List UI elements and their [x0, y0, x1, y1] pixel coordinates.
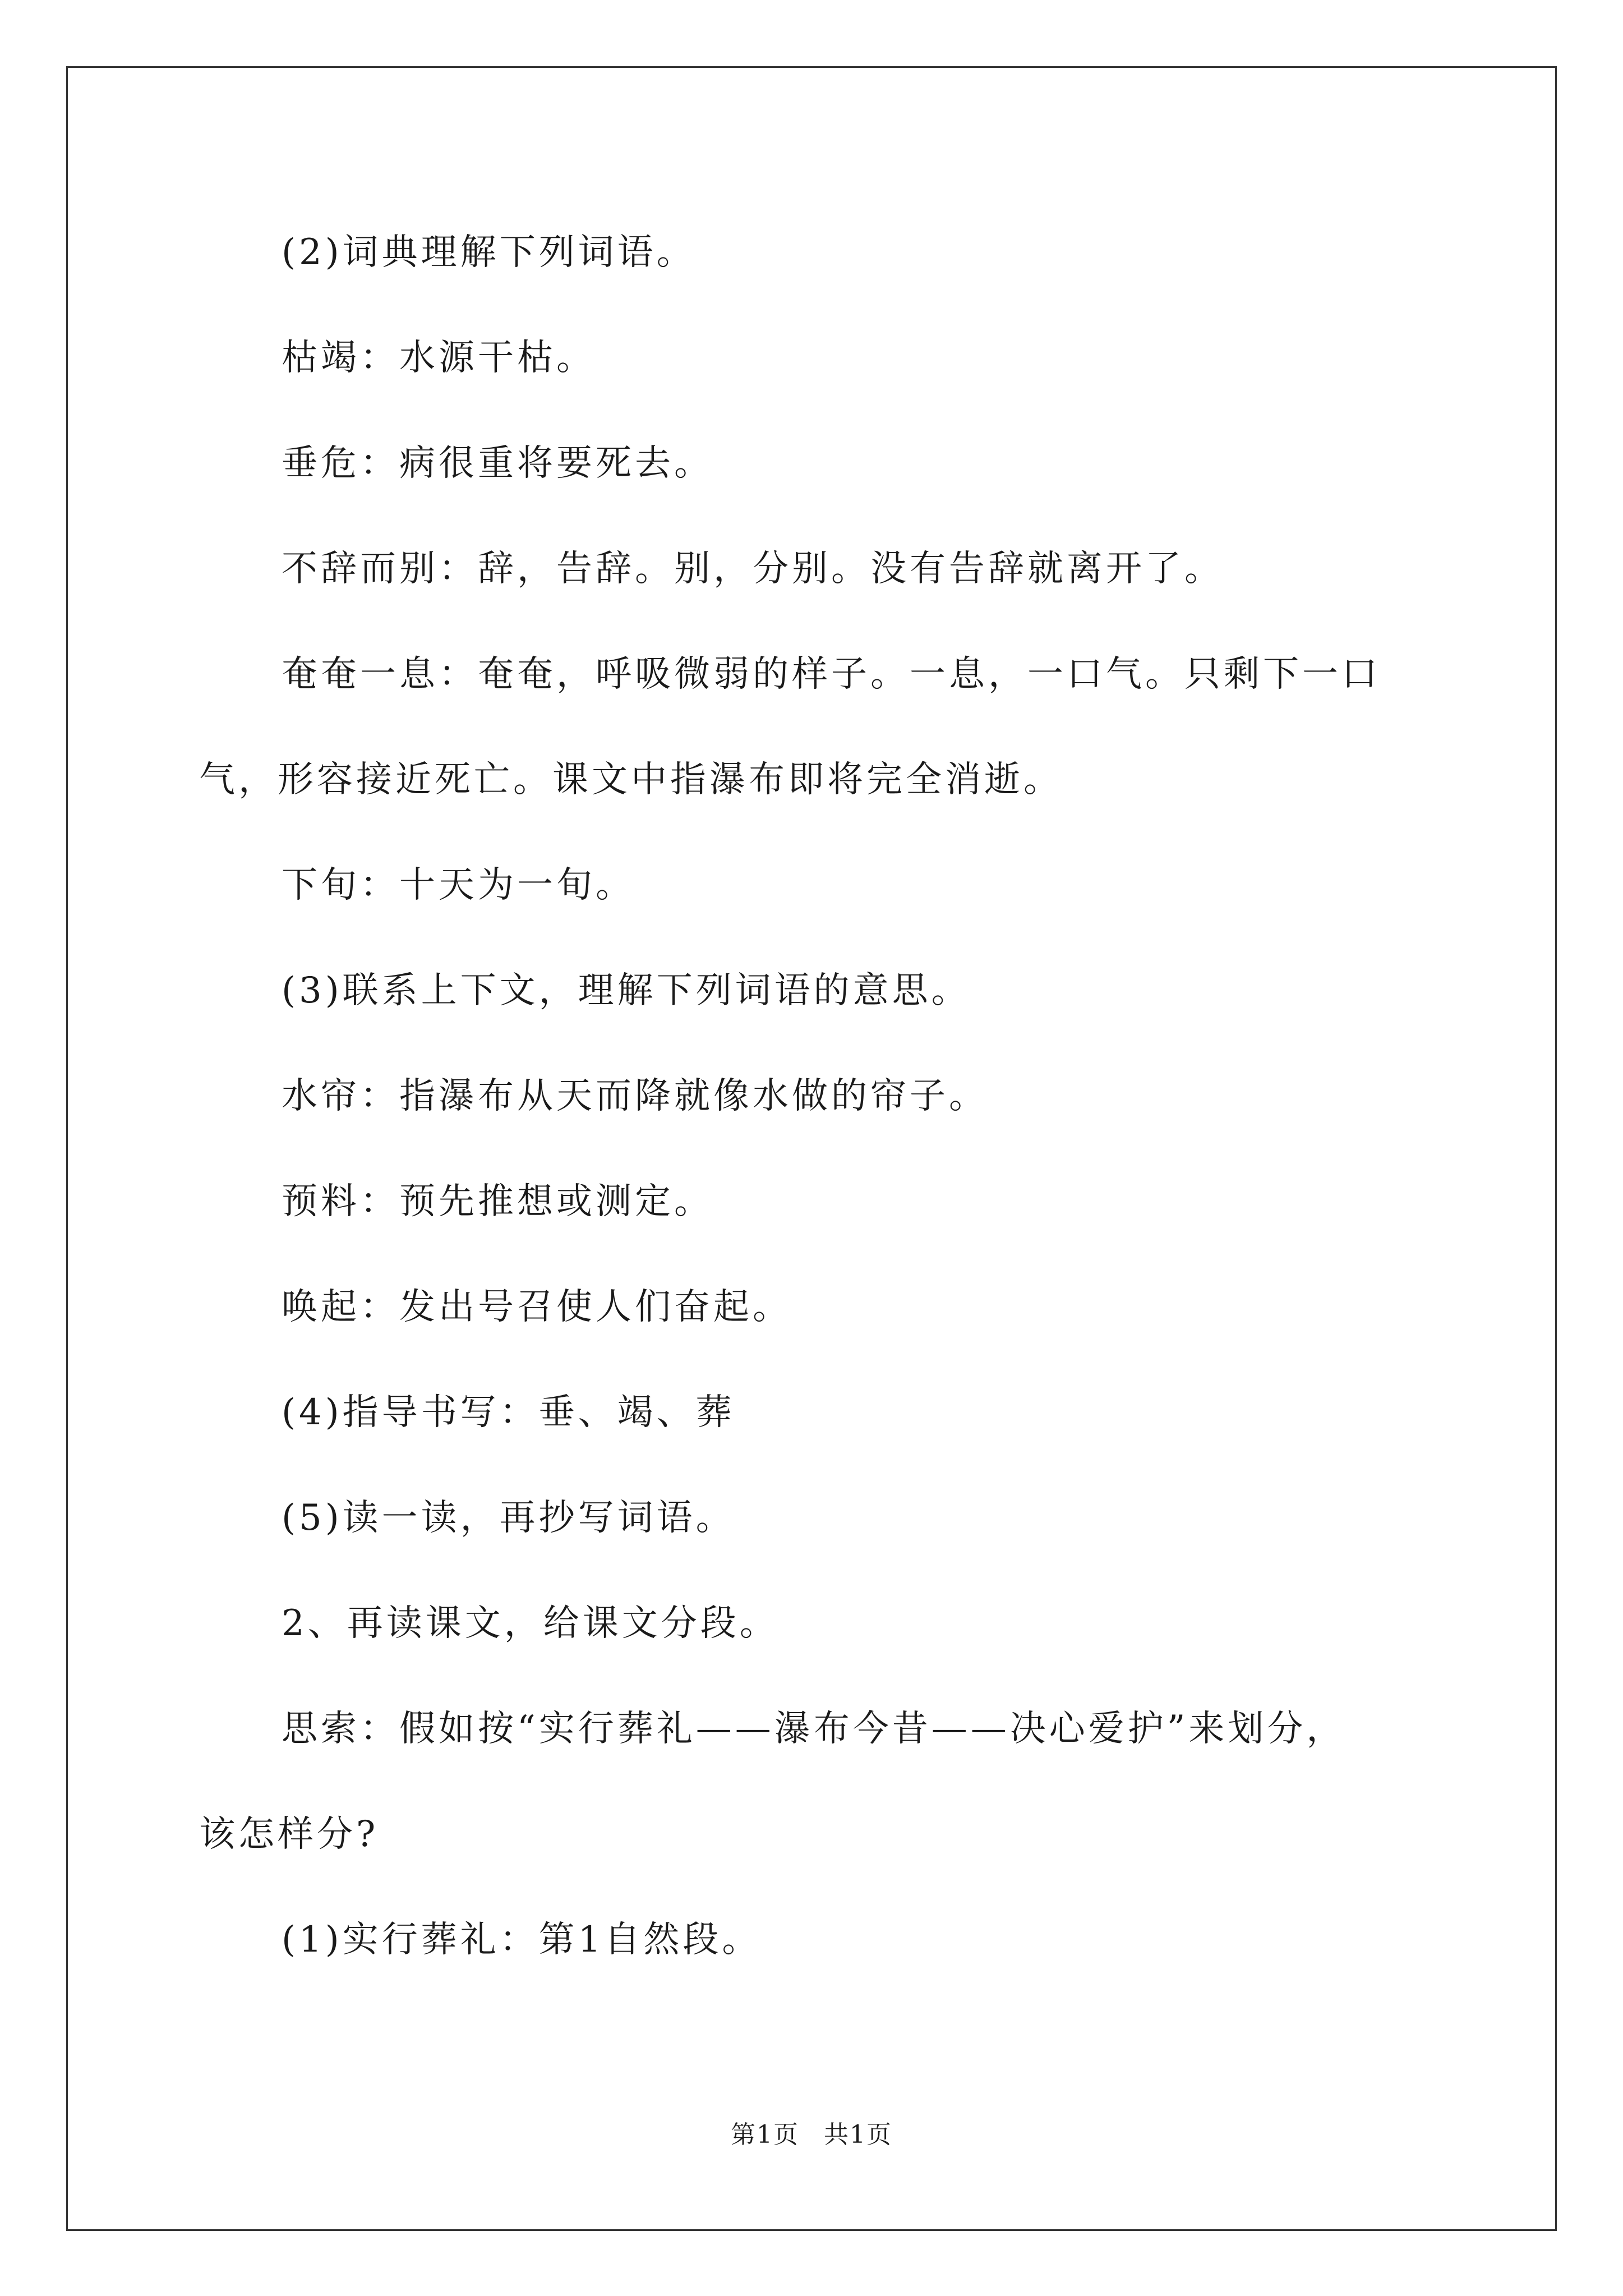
- page-total: 共1页: [824, 2120, 892, 2149]
- paragraph-line: (4)指导书写：垂、竭、葬: [282, 1392, 735, 1433]
- paragraph-line: 水帘：指瀑布从天而降就像水做的帘子。: [282, 1075, 988, 1117]
- page-footer: [0, 2119, 1623, 2151]
- paragraph-line: 垂危：病很重将要死去。: [282, 443, 713, 484]
- paragraph-line-continued: 气，形容接近死亡。课文中指瀑布即将完全消逝。: [199, 759, 1063, 800]
- paragraph-line: (2)词典理解下列词语。: [282, 232, 696, 273]
- paragraph-line: 2、再读课文，给课文分段。: [282, 1603, 779, 1644]
- paragraph-line: 奄奄一息：奄奄，呼吸微弱的样子。一息，一口气。只剩下一口: [282, 654, 1381, 695]
- paragraph-line: 预料：预先推想或测定。: [282, 1181, 713, 1222]
- paragraph-line-continued: 该怎样分?: [199, 1814, 379, 1855]
- paragraph-line: (3)联系上下文，理解下列词语的意思。: [282, 970, 971, 1011]
- paragraph-line: 不辞而别：辞，告辞。别，分别。没有告辞就离开了。: [282, 548, 1224, 590]
- page-border: [66, 66, 1557, 2231]
- page-number: 第1页: [731, 2120, 799, 2149]
- paragraph-line: 思索：假如按“实行葬礼——瀑布今昔——决心爱护”来划分，: [282, 1708, 1346, 1750]
- paragraph-line: 枯竭：水源干枯。: [282, 337, 596, 379]
- paragraph-line: 下旬：十天为一旬。: [282, 864, 635, 906]
- paragraph-line: 唤起：发出号召使人们奋起。: [282, 1286, 792, 1328]
- paragraph-line: (1)实行葬礼：第1自然段。: [282, 1919, 762, 1961]
- paragraph-line: (5)读一读，再抄写词语。: [282, 1497, 735, 1539]
